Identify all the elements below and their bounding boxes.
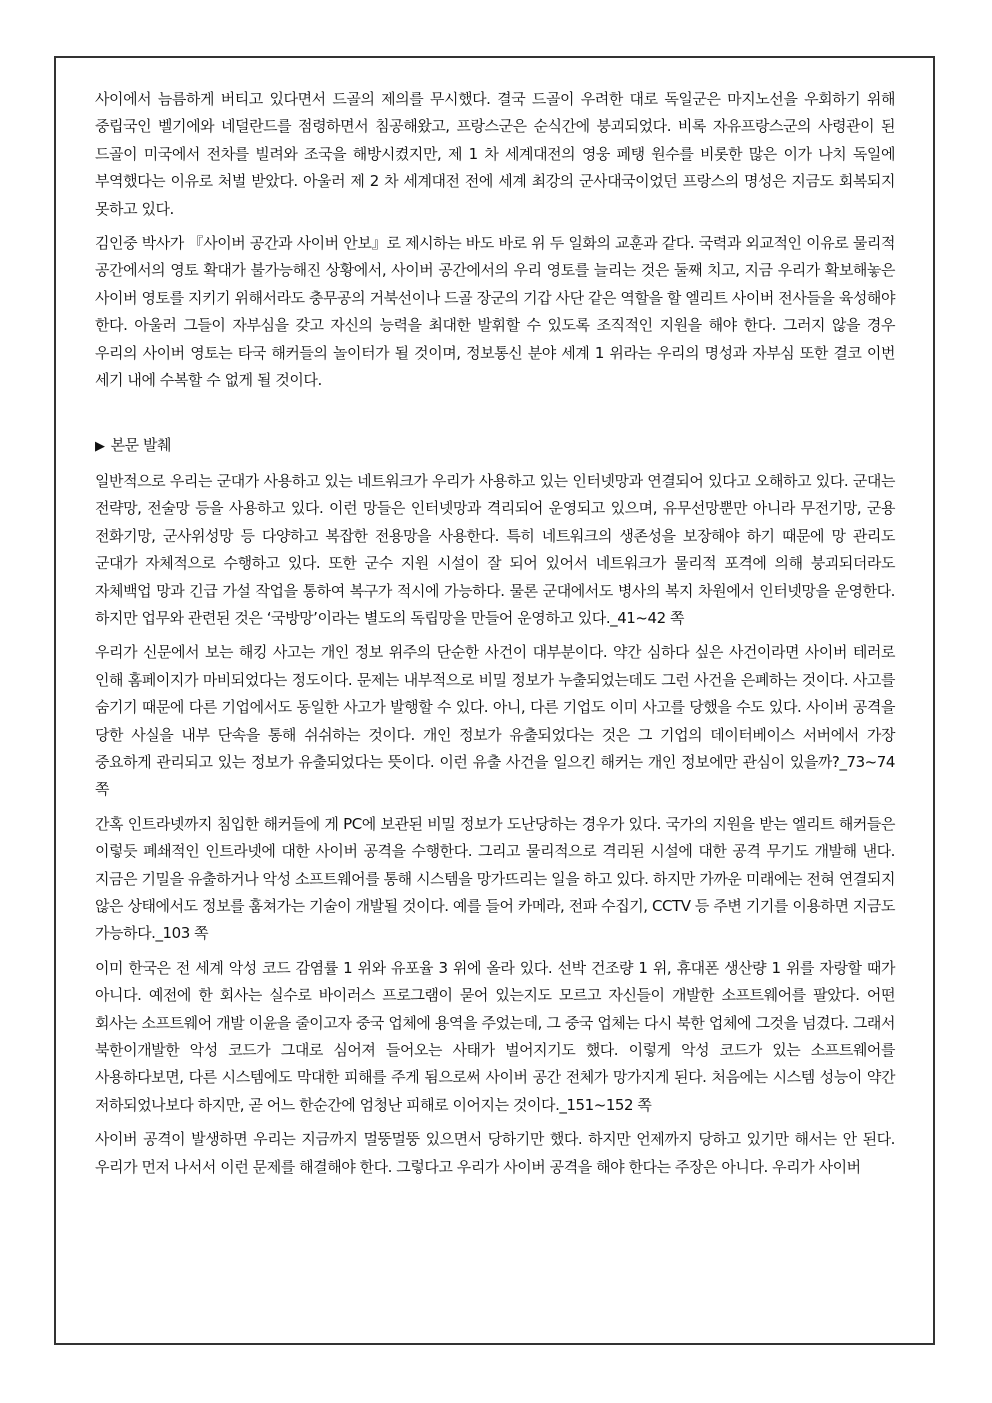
excerpt-paragraph-2: 우리가 신문에서 보는 해킹 사고는 개인 정보 위주의 단순한 사건이 대부분이다. 약간 심하다 싶은 사건이라면 사이버 테러로 인해 홈페이지가 마비되었다는 정도이다. 문제는 내부적으로 비밀 정보가 누출되었는데도 그런 사건을 은폐하는 것이다. 사고를 숨기기 때문에 다른 기업에서도 동일한 사고가 발행할 수 있다. 아니, 다른 기업도 이미 사고를 당했을 수도 있다. 사이버 공격을 당한 사실을 내부 단속을 통해 쉬쉬하는 것이다. 개인 정보가 유출되었다는 것은 그 기업의 데이터베이스 서버에서 가장 중요하게 관리되고 있는 정보가 유출되었다는 뜻이다. 이런 유출 사건을 일으킨 해커는 개인 정보에만 관심이 있을까?_73~74 쪽 (95, 643, 895, 799)
triangle-bullet-icon: ▶ (95, 438, 105, 454)
intro-paragraph-1: 사이에서 늠름하게 버티고 있다면서 드골의 제의를 무시했다. 결국 드골이 우려한 대로 독일군은 마지노선을 우회하기 위해 중립국인 벨기에와 네덜란드를 점령하면서 침공해왔고, 프랑스군은 순식간에 붕괴되었다. 비록 자유프랑스군의 사령관이 된 드골이 미국에서 전차를 빌려와 조국을 해방시켰지만, 제 1 차 세계대전의 영웅 페탱 원수를 비롯한 많은 이가 나치 독일에 부역했다는 이유로 처벌 받았다. 아울러 제 2 차 세계대전 전에 세계 최강의 군사대국이었던 프랑스의 명성은 지금도 회복되지 못하고 있다. (95, 90, 895, 218)
section-title: 본문 발췌 (110, 436, 172, 455)
section-heading (95, 432, 895, 459)
excerpt-paragraph-4: 이미 한국은 전 세계 악성 코드 감염률 1 위와 유포율 3 위에 올라 있다. 선박 건조량 1 위, 휴대폰 생산량 1 위를 자랑할 때가 아니다. 예전에 한 회사는 실수로 바이러스 프로그램이 묻어 있는지도 모르고 자신들이 개발한 소프트웨어를 팔았다. 어떤 회사는 소프트웨어 개발 이윤을 줄이고자 중국 업체에 용역을 주었는데, 그 중국 업체는 다시 북한 업체에 그것을 넘겼다. 그래서 북한이개발한 악성 코드가 그대로 심어져 들어오는 사태가 벌어지기도 했다. 이렇게 악성 코드가 있는 소프트웨어를 사용하다보면, 다른 시스템에도 막대한 피해를 주게 됨으로써 사이버 공간 전체가 망가지게 된다. 처음에는 시스템 성능이 약간 저하되었나보다 하지만, 곧 어느 한순간에 엄청난 피해로 이어지는 것이다._151~152 쪽 (95, 958, 895, 1114)
excerpt-paragraph-3: 간혹 인트라넷까지 침입한 해커들에 게 PC에 보관된 비밀 정보가 도난당하는 경우가 있다. 국가의 지원을 받는 엘리트 해커들은 이렇듯 폐쇄적인 인트라넷에 대한 사이버 공격을 수행한다. 그리고 물리적으로 격리된 시설에 대한 공격 무기도 개발해 낸다. 지금은 기밀을 유출하거나 악성 소프트웨어를 통해 시스템을 망가뜨리는 일을 하고 있다. 하지만 가까운 미래에는 전혀 연결되지 않은 상태에서도 정보를 훔쳐가는 기술이 개발될 것이다. 예를 들어 카메라, 전파 수집기, CCTV 등 주변 기기를 이용하면 지금도 가능하다._103 쪽 (95, 814, 895, 943)
excerpt-paragraph-1: 일반적으로 우리는 군대가 사용하고 있는 네트워크가 우리가 사용하고 있는 인터넷망과 연결되어 있다고 오해하고 있다. 군대는 전략망, 전술망 등을 사용하고 있다. 이런 망들은 인터넷망과 격리되어 운영되고 있으며, 유무선망뿐만 아니라 무전기망, 군용 전화기망, 군사위성망 등 다양하고 복잡한 전용망을 사용한다. 특히 네트워크의 생존성을 보장해야 하기 때문에 망 관리도 군대가 자체적으로 수행하고 있다. 또한 군수 지원 시설이 잘 되어 있어서 네트워크가 물리적 포격에 의해 붕괴되더라도 자체백업 망과 긴급 가설 작업을 통하여 복구가 적시에 가능하다. 물론 군대에서도 병사의 복지 차원에서 인터넷망을 운영한다. 하지만 업무와 관련된 것은 ‘국방망’이라는 별도의 독립망을 만들어 운영하고 있다._41~42 쪽 (95, 471, 895, 627)
document-body (95, 86, 895, 1188)
section-gap (95, 401, 895, 422)
intro-paragraph-2: 김인중 박사가 『사이버 공간과 사이버 안보』로 제시하는 바도 바로 위 두 일화의 교훈과 같다. 국력과 외교적인 이유로 물리적 공간에서의 영토 확대가 불가능해진 상황에서, 사이버 공간에서의 우리 영토를 늘리는 것은 둘째 치고, 지금 우리가 확보해놓은 사이버 영토를 지키기 위해서라도 충무공의 거북선이나 드골 장군의 기갑 사단 같은 역할을 할 엘리트 사이버 전사들을 육성해야 한다. 아울러 그들이 자부심을 갖고 자신의 능력을 최대한 발휘할 수 있도록 조직적인 지원을 해야 한다. 그러지 않을 경우 우리의 사이버 영토는 타국 해커들의 놀이터가 될 것이며, 정보통신 분야 세계 1 위라는 우리의 명성과 자부심 또한 결코 이번 세기 내에 수복할 수 없게 될 것이다. (95, 234, 895, 390)
excerpt-paragraph-5: 사이버 공격이 발생하면 우리는 지금까지 멀뚱멀뚱 있으면서 당하기만 했다. 하지만 언제까지 당하고 있기만 해서는 안 된다. 우리가 먼저 나서서 이런 문제를 해결해야 한다. 그렇다고 우리가 사이버 공격을 해야 한다는 주장은 아니다. 우리가 사이버 (95, 1130, 895, 1176)
